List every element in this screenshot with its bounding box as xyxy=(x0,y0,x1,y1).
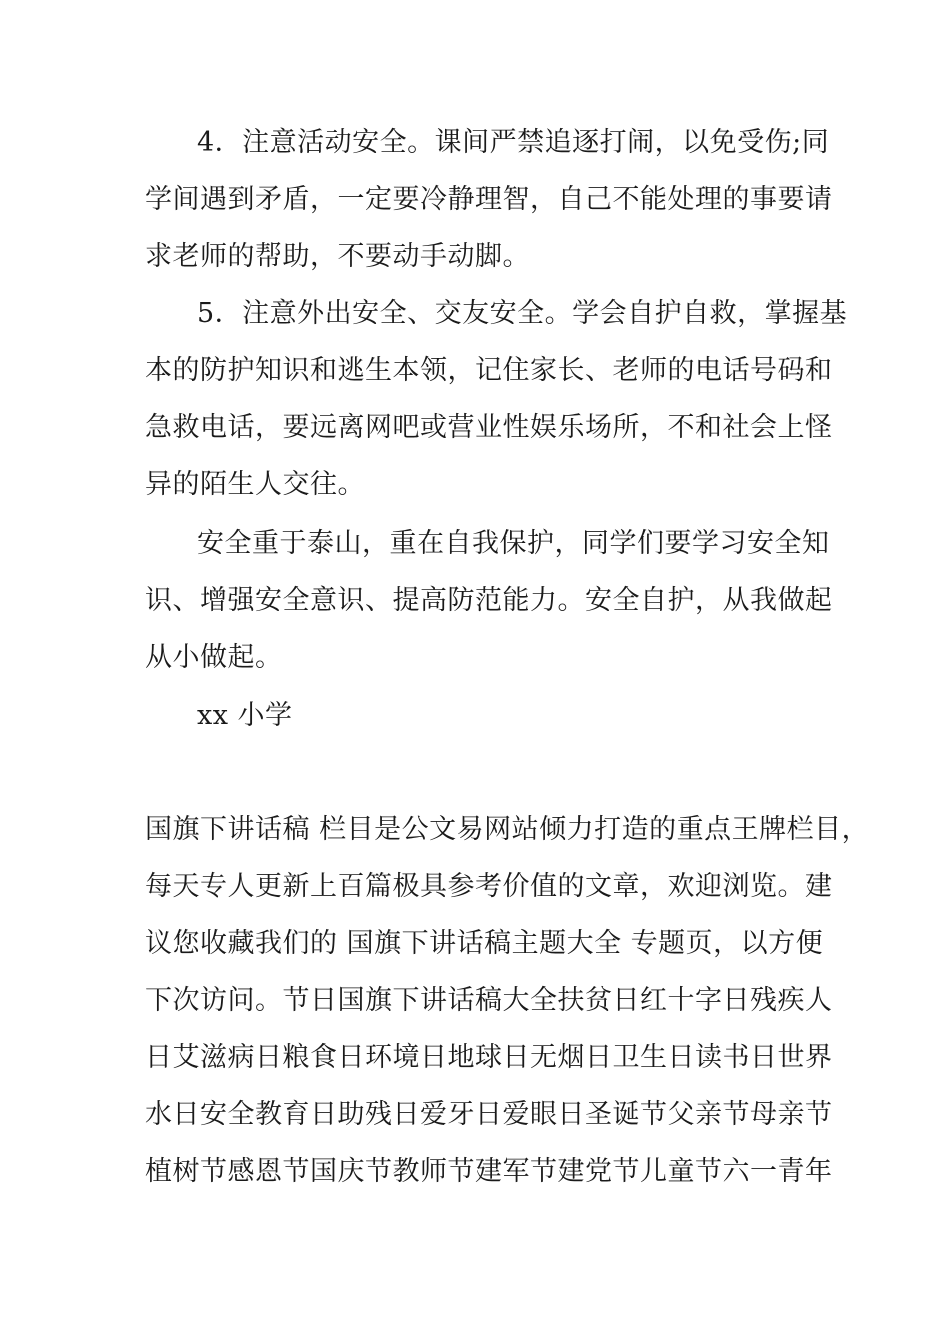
paragraph-line: 5．注意外出安全、交友安全。学会自护自救，掌握基 xyxy=(197,298,848,329)
paragraph-line: 急救电话，要远离网吧或营业性娱乐场所，不和社会上怪 xyxy=(145,412,833,443)
paragraph-line: 国旗下讲话稿 栏目是公文易网站倾力打造的重点王牌栏目， xyxy=(145,814,870,845)
paragraph-line: 识、增强安全意识、提高防范能力。安全自护，从我做起 xyxy=(145,585,833,616)
paragraph-line: 4．注意活动安全。课间严禁追逐打闹，以免受伤;同 xyxy=(197,127,830,158)
paragraph-line: 每天专人更新上百篇极具参考价值的文章，欢迎浏览。建 xyxy=(145,871,833,902)
paragraph-line: 异的陌生人交往。 xyxy=(145,469,365,500)
paragraph-line: 安全重于泰山，重在自我保护，同学们要学习安全知 xyxy=(197,528,830,559)
signature: xx 小学 xyxy=(197,700,293,731)
paragraph-line: 水日安全教育日助残日爱牙日爱眼日圣诞节父亲节母亲节 xyxy=(145,1099,833,1130)
paragraph-line: 植树节感恩节国庆节教师节建军节建党节儿童节六一青年 xyxy=(145,1156,833,1187)
paragraph-line: 议您收藏我们的 国旗下讲话稿主题大全 专题页，以方便 xyxy=(145,928,824,959)
paragraph-line: 从小做起。 xyxy=(145,642,283,673)
paragraph-line: 求老师的帮助，不要动手动脚。 xyxy=(145,241,530,272)
paragraph-line: 学间遇到矛盾，一定要冷静理智，自己不能处理的事要请 xyxy=(145,184,833,215)
paragraph-line: 日艾滋病日粮食日环境日地球日无烟日卫生日读书日世界 xyxy=(145,1042,833,1073)
paragraph-line: 下次访问。节日国旗下讲话稿大全扶贫日红十字日残疾人 xyxy=(145,985,833,1016)
paragraph-line: 本的防护知识和逃生本领，记住家长、老师的电话号码和 xyxy=(145,355,833,386)
